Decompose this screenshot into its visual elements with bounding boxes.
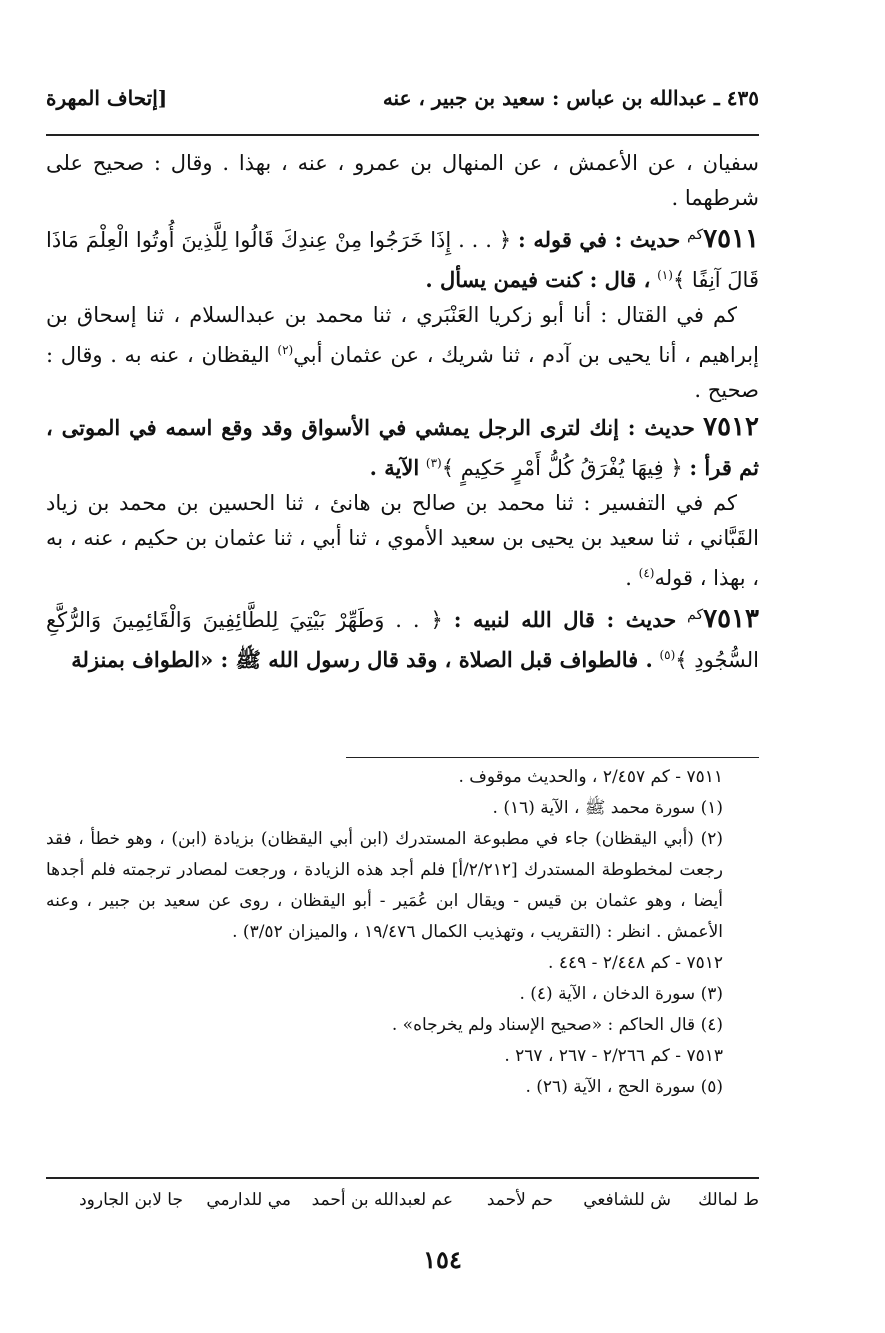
footnote-ref: (٤)	[638, 566, 655, 580]
footnote-separator	[346, 757, 759, 758]
footnote-ref: (٣)	[425, 456, 442, 470]
footnotes	[46, 762, 759, 1103]
legend-rule	[46, 1177, 759, 1179]
quran-verse: ﴿ . . وَطَهِّرْ بَيْتِيَ لِلطَّائِفِينَ وَالْقَائِمِينَ وَالرُّكَّعِ السُّجُودِ ﴾	[46, 608, 759, 672]
header-rule	[46, 134, 759, 136]
hadith-entry-7512	[46, 410, 759, 596]
source-tail: .	[625, 566, 632, 590]
hadith-tail: ، قال : كنت فيمن يسأل .	[425, 267, 651, 292]
hadith-entry-7511	[46, 218, 759, 408]
footnote-ref: (١)	[657, 268, 673, 282]
footnote-item: ٧٥١٢ - كم ٢/٤٤٨ - ٤٤٩ .	[548, 953, 723, 973]
main-text	[46, 146, 759, 678]
quran-verse: ﴿ فِيهَا يُفْرَقُ كُلُّ أَمْرٍ حَكِيمٍ ﴾	[441, 456, 683, 480]
page-number: ١٥٤	[423, 1245, 462, 1274]
header-chapter-title: ٤٣٥ ـ عبدالله بن عباس : سعيد بن جبير ، عنه	[382, 86, 759, 110]
source-text: كم في التفسير : ثنا محمد بن صالح بن هانئ ، ثنا الحسين بن محمد بن زياد القَبَّاني ، ثنا سعيد بن يحيى بن سعيد الأموي ، ثنا أبي ، ثنا عثمان بن حكيم ، عنه ، به ، بهذا ، قوله	[46, 491, 759, 590]
hadith-number: ٧٥١٣	[703, 604, 759, 634]
legend-item: عم لعبدالله بن أحمد	[311, 1190, 453, 1210]
hadith-lead: حديث : في قوله :	[518, 227, 681, 252]
intro-paragraph: سفيان ، عن الأعمش ، عن المنهال بن عمرو ، عنه ، بهذا . وقال : صحيح على شرطهما .	[46, 151, 759, 210]
hadith-lead: حديث : قال الله لنبيه :	[453, 607, 677, 632]
hadith-number: ٧٥١٢	[703, 412, 759, 442]
hadith-number: ٧٥١١	[703, 224, 759, 254]
hadith-entry-7513	[46, 598, 759, 678]
footnote-ref: (٢)	[277, 343, 294, 357]
header-book-title: [إتحاف المهرة	[46, 86, 168, 110]
quran-verse: ﴿ . . . إِذَا خَرَجُوا مِنْ عِندِكَ قَالُوا لِلَّذِينَ أُوتُوا الْعِلْمَ مَاذَا قَالَ آنِفًا ﴾	[46, 228, 759, 292]
source-tail: اليقظان ، عنه به . وقال : صحيح .	[46, 343, 759, 402]
running-header	[46, 86, 759, 122]
legend-item: حم لأحمد	[486, 1190, 553, 1210]
footnote-item: (٢) (أبي اليقظان) جاء في مطبوعة المستدرك (ابن أبي اليقظان) بزيادة (ابن) ، وهو خطأ ، فقد رجعت لمخطوطة المستدرك [٢/٢١٢/أ] فلم أجد هذه الزيادة ، ورجعت لمصادر ترجمته فلم أجدها أيضا ، وهو عثمان بن قيس - ويقال ابن عُمَير - أبو اليقظان ، روى عن سعيد بن جبير ، وعنه الأعمش . انظر : (التقريب ، وتهذيب الكمال ١٩/٤٧٦ ، والميزان ٣/٥٢) .	[46, 829, 723, 942]
source-mark: كم	[687, 227, 704, 243]
footnote-item: (٣) سورة الدخان ، الآية (٤) .	[519, 984, 723, 1004]
legend-item: ش للشافعي	[583, 1190, 671, 1210]
footnote-item: (١) سورة محمد ﷺ ، الآية (١٦) .	[492, 798, 723, 818]
abbreviation-legend	[46, 1190, 759, 1220]
legend-item: مي للدارمي	[206, 1190, 291, 1210]
source-mark: كم	[687, 607, 704, 623]
legend-item: ط لمالك	[698, 1190, 759, 1210]
source-text: كم في القتال : أنا أبو زكريا العَنْبَري ، ثنا محمد بن عبدالسلام ، ثنا إسحاق بن إبراهيم ، أنا يحيى بن آدم ، ثنا شريك ، عن عثمان أبي	[46, 303, 759, 367]
footnote-ref: (٥)	[659, 648, 676, 662]
legend-item: جا لابن الجارود	[79, 1190, 183, 1210]
footnote-item: (٥) سورة الحج ، الآية (٢٦) .	[525, 1077, 723, 1097]
hadith-lead: حديث : إنك لترى الرجل يمشي في الأسواق وقد وقع اسمه في الموتى ، ثم قرأ :	[46, 415, 759, 480]
hadith-tail: الآية .	[369, 455, 420, 480]
footnote-item: (٤) قال الحاكم : «صحيح الإسناد ولم يخرجاه» .	[391, 1015, 723, 1035]
footnote-item: ٧٥١١ - كم ٢/٤٥٧ ، والحديث موقوف .	[458, 767, 723, 787]
hadith-tail: . فالطواف قبل الصلاة ، وقد قال رسول الله ﷺ : «الطواف بمنزلة	[71, 647, 653, 672]
footnote-item: ٧٥١٣ - كم ٢/٢٦٦ - ٢٦٧ ، ٢٦٧ .	[504, 1046, 723, 1066]
